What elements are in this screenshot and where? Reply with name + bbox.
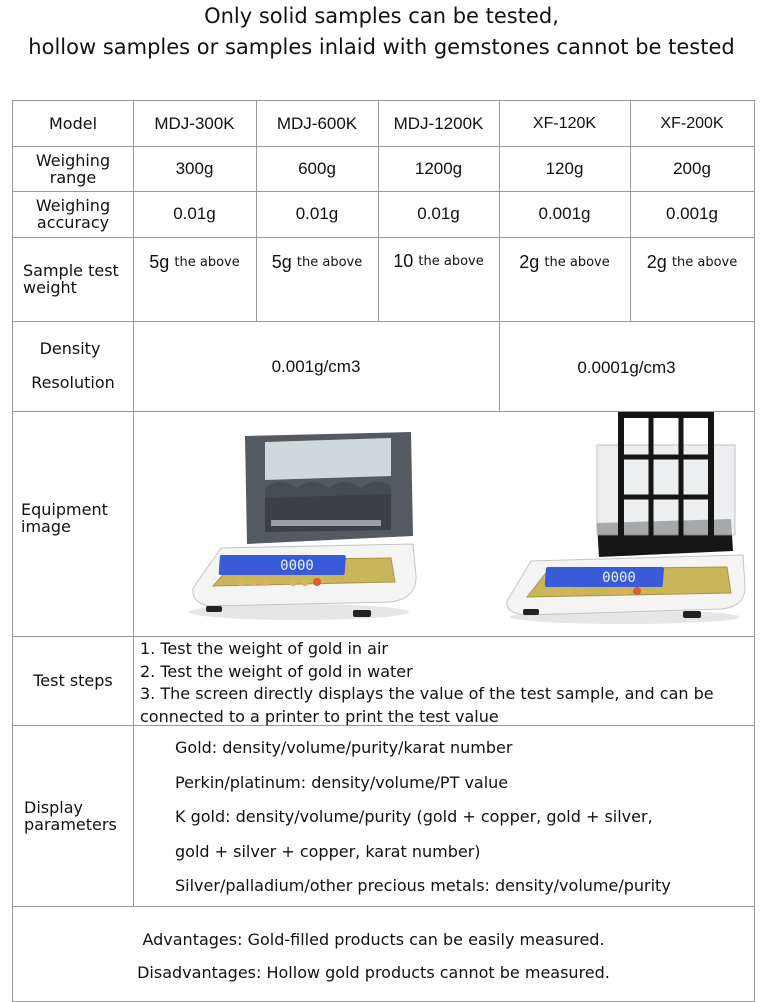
sample-weight-suffix: the above bbox=[544, 254, 610, 270]
weighing-range-label bbox=[13, 146, 133, 191]
weighing-accuracy-label bbox=[13, 191, 133, 237]
sample-weight-value: 2g bbox=[519, 251, 540, 272]
sample-weight-cell bbox=[133, 237, 256, 287]
sample-weight-value: 5g bbox=[149, 251, 170, 272]
test-step: connected to a printer to print the test value bbox=[140, 706, 499, 726]
density-tester-left-image bbox=[181, 426, 421, 626]
model-cell: MDJ-1200K bbox=[393, 113, 484, 133]
density-left-cell: 0.001g/cm3 bbox=[271, 357, 361, 376]
sample-weight-cell bbox=[630, 237, 754, 287]
right-display-readout: 0000 bbox=[602, 570, 636, 586]
test-step: 3. The screen directly displays the value of the test sample, and can be bbox=[140, 684, 714, 703]
advantages-text: Advantages: Gold-filled products can be easily measured. bbox=[142, 930, 605, 949]
display-param: Perkin/platinum: density/volume/PT value bbox=[175, 772, 509, 792]
weighing-accuracy-label-text: Weighing accuracy bbox=[35, 196, 111, 232]
equipment-label-text: Equipment image bbox=[21, 499, 108, 536]
density-label-1: Density bbox=[39, 339, 101, 358]
sample-weight-label bbox=[13, 237, 133, 321]
sample-weight-cell bbox=[499, 237, 630, 287]
sample-weight-label-text: Sample test weight bbox=[23, 261, 119, 297]
weighing-range-cell: 120g bbox=[545, 158, 584, 178]
weighing-range-cell: 600g bbox=[298, 158, 336, 178]
weighing-range-label-text: Weighing range bbox=[35, 150, 111, 187]
disadvantages-text: Disadvantages: Hollow gold products cannot be measured. bbox=[137, 963, 610, 982]
density-right-cell: 0.0001g/cm3 bbox=[577, 358, 676, 377]
left-display-readout: 0000 bbox=[280, 558, 314, 574]
sample-weight-value: 5g bbox=[271, 251, 292, 272]
weighing-range-cell: 300g bbox=[175, 158, 214, 178]
sample-weight-value: 2g bbox=[646, 251, 667, 272]
spec-table bbox=[12, 100, 755, 1002]
model-cell: XF-200K bbox=[660, 114, 724, 132]
model-cell: MDJ-300K bbox=[154, 113, 235, 133]
weighing-range-cell: 1200g bbox=[414, 158, 463, 178]
weighing-accuracy-cell: 0.01g bbox=[417, 204, 460, 223]
header-line-1: Only solid samples can be tested, bbox=[204, 4, 559, 28]
model-cell: XF-120K bbox=[532, 114, 597, 132]
sample-weight-suffix: the above bbox=[418, 253, 484, 269]
sample-weight-value: 10 bbox=[393, 250, 414, 271]
display-param: Silver/palladium/other precious metals: density/volume/purity bbox=[175, 876, 671, 895]
density-label bbox=[13, 321, 133, 411]
weighing-accuracy-cell: 0.001g bbox=[538, 204, 591, 223]
sample-weight-cell bbox=[378, 237, 499, 285]
test-steps-list bbox=[140, 638, 714, 728]
display-param: K gold: density/volume/purity (gold + copper, gold + silver, bbox=[175, 807, 653, 826]
sample-weight-suffix: the above bbox=[296, 254, 363, 270]
density-label-2: Resolution bbox=[31, 373, 115, 392]
weighing-accuracy-cell: 0.01g bbox=[295, 204, 339, 223]
test-step: 2. Test the weight of gold in water bbox=[140, 661, 413, 681]
model-label: Model bbox=[48, 114, 98, 133]
sample-weight-suffix: the above bbox=[671, 254, 738, 270]
display-params-label-text: Display parameters bbox=[24, 797, 117, 834]
display-params-list bbox=[175, 736, 671, 909]
density-tester-right-image bbox=[501, 411, 751, 631]
weighing-range-cell: 200g bbox=[673, 158, 711, 178]
test-steps-label: Test steps bbox=[33, 671, 113, 690]
weighing-accuracy-cell: 0.01g bbox=[173, 204, 216, 223]
sample-weight-suffix: the above bbox=[174, 254, 240, 270]
sample-weight-cell bbox=[256, 237, 378, 287]
test-step: 1. Test the weight of gold in air bbox=[140, 639, 388, 658]
equipment-label bbox=[13, 411, 133, 636]
header-line-2: hollow samples or samples inlaid with gemstones cannot be tested bbox=[28, 35, 735, 59]
display-param: Gold: density/volume/purity/karat number bbox=[175, 738, 513, 757]
weighing-accuracy-cell: 0.001g bbox=[666, 204, 718, 223]
display-params-label bbox=[13, 725, 133, 906]
pros-cons bbox=[13, 923, 754, 989]
display-param: gold + silver + copper, karat number) bbox=[175, 841, 481, 861]
model-cell: MDJ-600K bbox=[276, 113, 358, 133]
